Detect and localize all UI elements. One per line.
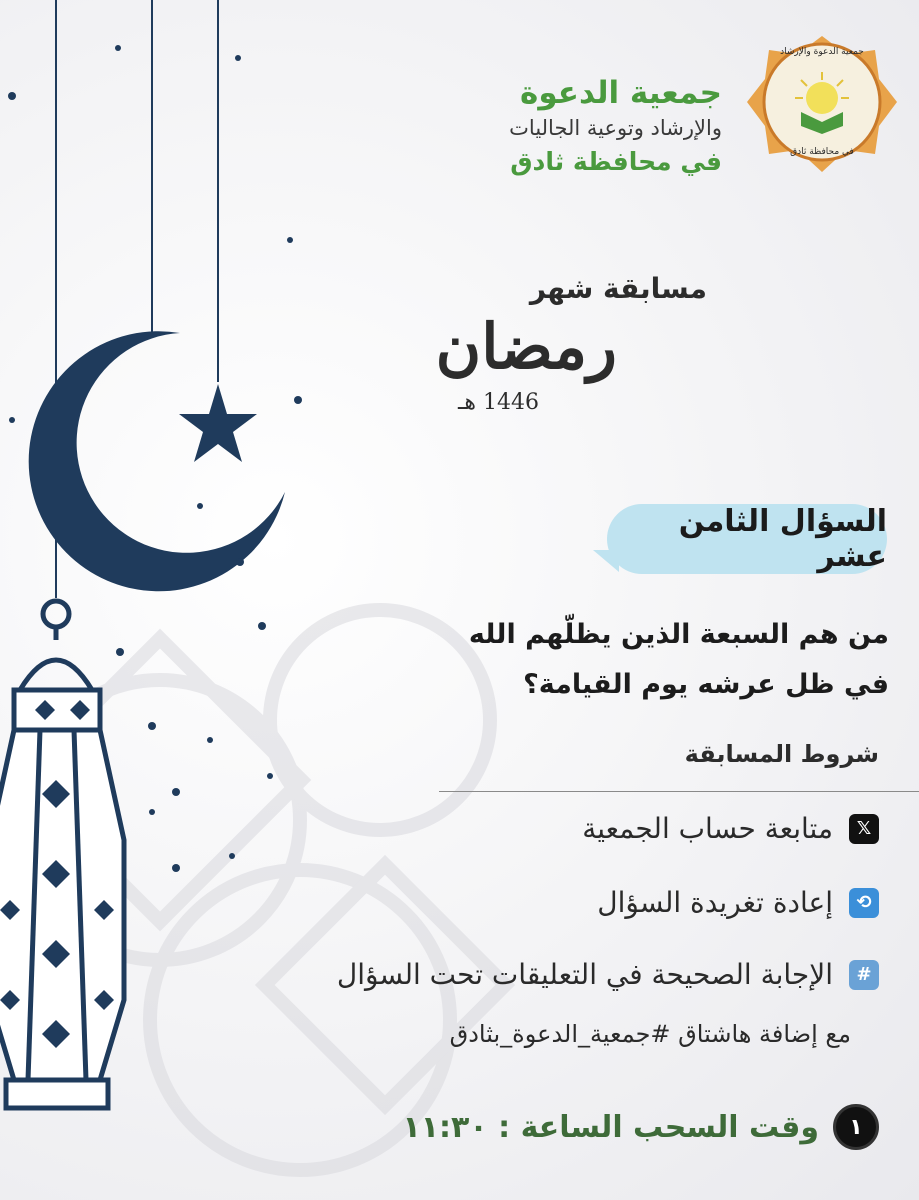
svg-text:جمعية الدعوة والإرشاد: جمعية الدعوة والإرشاد — [780, 47, 864, 57]
hashtag-icon: # — [849, 960, 879, 990]
draw-time — [402, 1104, 879, 1150]
organization-header — [302, 74, 722, 180]
condition-item — [337, 958, 879, 991]
organization-location: في محافظة ثادق — [510, 147, 722, 176]
svg-text:في محافظة ثادق: في محافظة ثادق — [790, 147, 854, 157]
condition-text: إعادة تغريدة السؤال — [597, 886, 833, 919]
star-icon — [179, 384, 257, 462]
condition-text: متابعة حساب الجمعية — [582, 812, 833, 845]
competition-label: مسابقة شهر — [529, 272, 707, 305]
hijri-year: 1446 هـ — [457, 390, 539, 415]
crescent-icon — [29, 331, 285, 591]
organization-subtitle: والإرشاد وتوعية الجاليات — [509, 116, 722, 140]
clock-icon: ١ — [833, 1104, 879, 1150]
divider — [439, 791, 919, 792]
organization-name: جمعية الدعوة — [520, 75, 722, 111]
draw-time-text: وقت السحب الساعة : ١١:٣٠ — [402, 1109, 819, 1145]
condition-text: الإجابة الصحيحة في التعليقات تحت السؤال — [336, 958, 833, 991]
retweet-icon: ⟲ — [849, 888, 879, 918]
ramadan-title: رمضان — [435, 310, 617, 383]
condition-item — [597, 886, 879, 919]
association-logo — [747, 14, 897, 194]
question-number: السؤال الثامن عشر — [678, 504, 887, 574]
condition-item — [582, 812, 879, 845]
question-text: من هم السبعة الذين يظلّهم الله في ظل عرشه يوم القيامة؟ — [468, 619, 889, 700]
question-label-bubble — [607, 504, 887, 574]
x-icon: 𝕏 — [849, 814, 879, 844]
hashtag-instruction: مع إضافة هاشتاق #جمعية_الدعوة_بثادق — [449, 1020, 851, 1048]
conditions-title: شروط المسابقة — [684, 740, 879, 768]
